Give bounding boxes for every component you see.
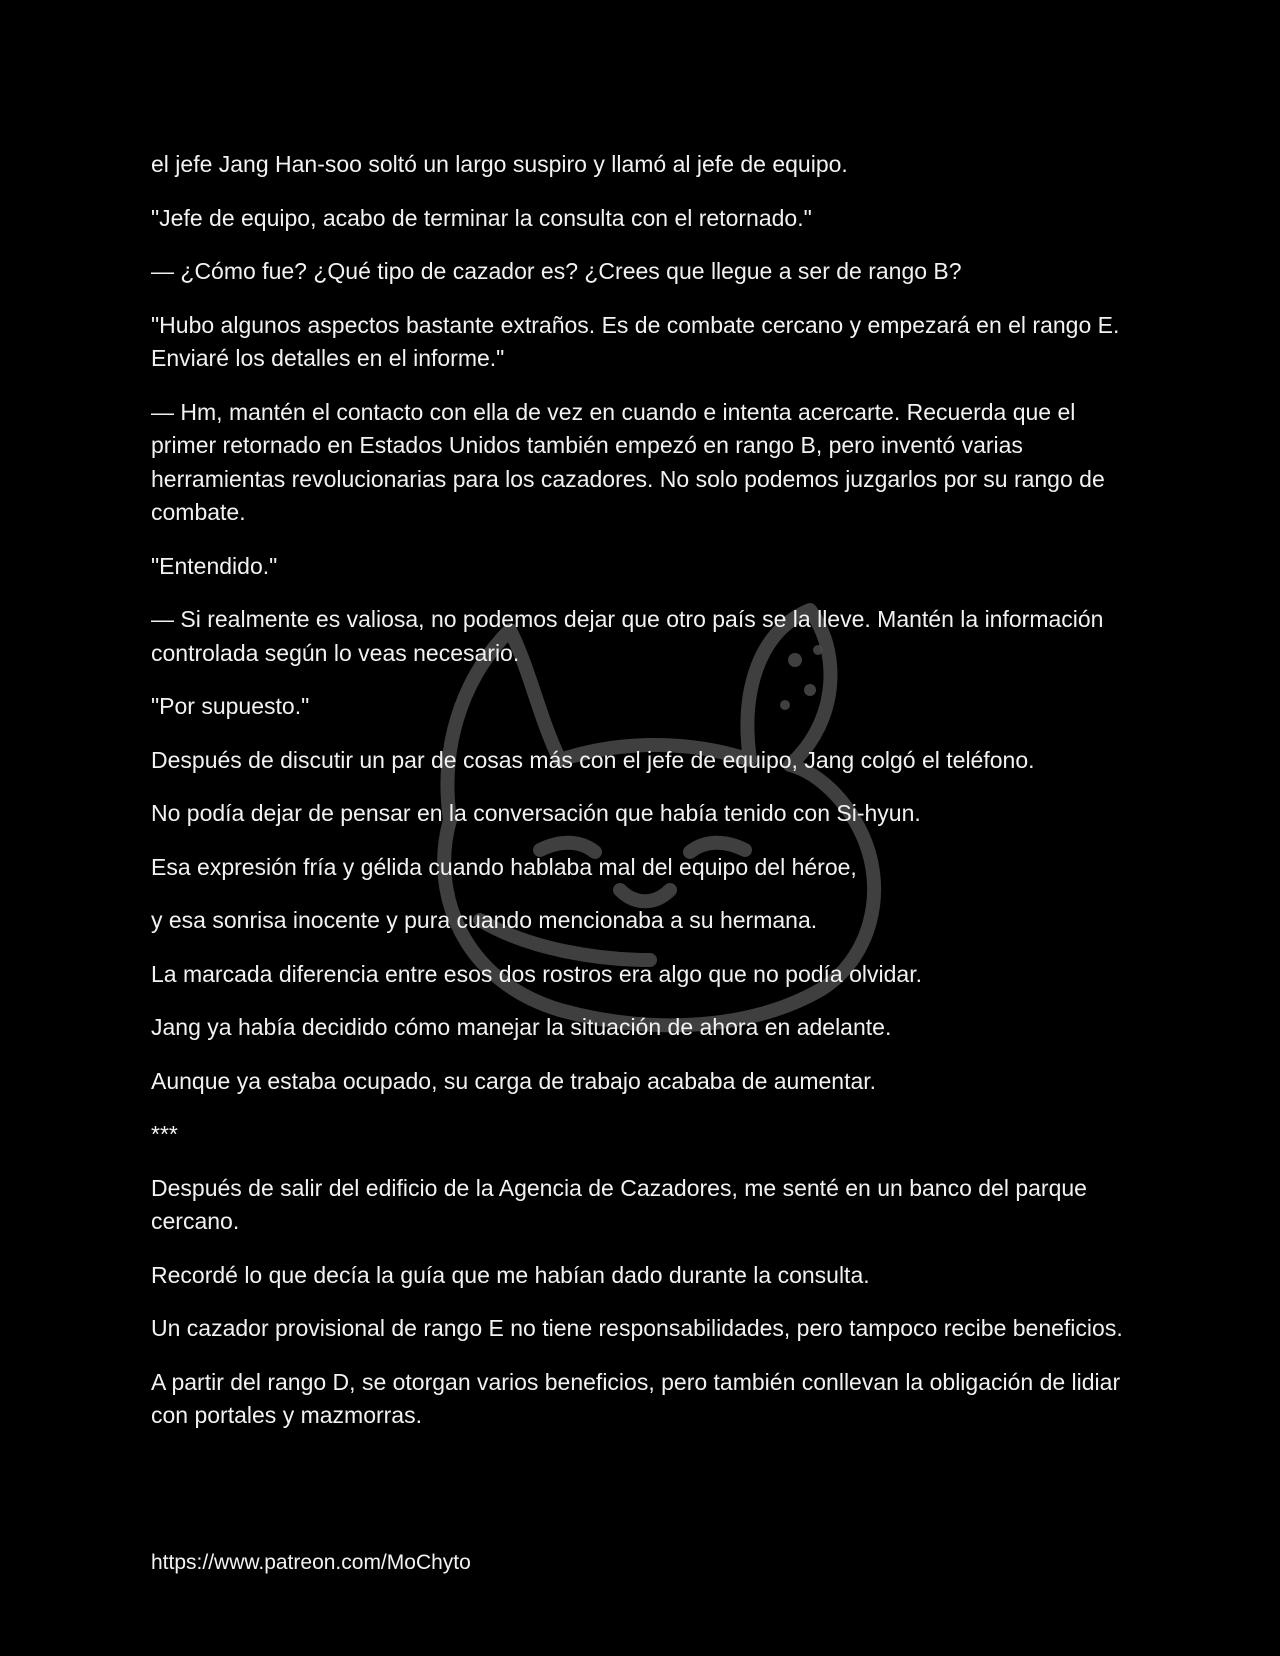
paragraph: No podía dejar de pensar en la conversación que había tenido con Si-hyun. [151, 800, 921, 826]
paragraph: — ¿Cómo fue? ¿Qué tipo de cazador es? ¿Crees que llegue a ser de rango B? [151, 258, 962, 284]
paragraph: Esa expresión fría y gélida cuando hablaba mal del equipo del héroe, [151, 853, 857, 880]
document-body [151, 148, 1141, 1453]
paragraph: "Hubo algunos aspectos bastante extraños. Es de combate cercano y empezará en el rango E. Enviaré los detalles en el informe." [151, 311, 1120, 371]
paragraph: "Por supuesto." [151, 693, 310, 719]
paragraph: Un cazador provisional de rango E no tiene responsabilidades, pero tampoco recibe beneficios. [151, 1315, 1123, 1341]
paragraph: — Hm, mantén el contacto con ella de vez en cuando e intenta acercarte. Recuerda que el primer retornado en Estados Unidos también empezó en rango B, pero inventó varias herramientas revolucionarias para los cazadores. No solo podemos juzgarlos por su rango de combate. [151, 398, 1105, 525]
paragraph: — Si realmente es valiosa, no podemos dejar que otro país se la lleve. Mantén la información controlada según lo veas necesario. [151, 606, 1104, 666]
paragraph: "Entendido." [151, 552, 278, 579]
scene-break: *** [151, 1121, 178, 1147]
paragraph: Después de salir del edificio de la Agencia de Cazadores, me senté en un banco del parque cercano. [151, 1174, 1087, 1234]
paragraph: A partir del rango D, se otorgan varios beneficios, pero también conllevan la obligación de lidiar con portales y mazmorras. [151, 1368, 1121, 1428]
paragraph: y esa sonrisa inocente y pura cuando mencionaba a su hermana. [151, 907, 818, 933]
paragraph: el jefe Jang Han-soo soltó un largo suspiro y llamó al jefe de equipo. [151, 151, 848, 177]
paragraph: Jang ya había decidido cómo manejar la situación de ahora en adelante. [151, 1014, 892, 1040]
paragraph: Aunque ya estaba ocupado, su carga de trabajo acababa de aumentar. [151, 1067, 877, 1094]
paragraph: "Jefe de equipo, acabo de terminar la consulta con el retornado." [151, 204, 812, 231]
patreon-link[interactable]: https://www.patreon.com/MoChyto [151, 1551, 471, 1574]
paragraph: Después de discutir un par de cosas más con el jefe de equipo, Jang colgó el teléfono. [151, 746, 1035, 773]
paragraph: La marcada diferencia entre esos dos rostros era algo que no podía olvidar. [151, 960, 922, 987]
paragraph: Recordé lo que decía la guía que me habían dado durante la consulta. [151, 1261, 870, 1288]
